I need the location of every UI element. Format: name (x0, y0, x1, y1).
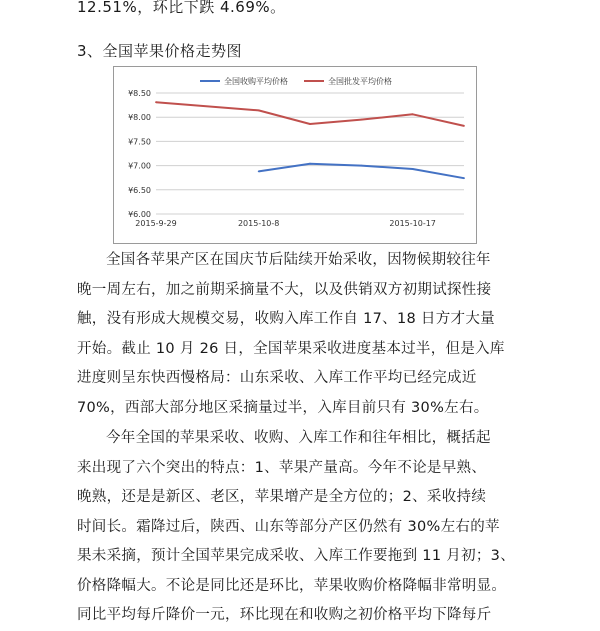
paragraph-line: 同比平均每斤降价一元，环比现在和收购之初价格平均下降每斤 (77, 607, 492, 623)
y-tick-label: ¥7.00 (128, 161, 151, 171)
data-point (258, 171, 260, 173)
paragraph-line: 时间长。霜降过后，陕西、山东等部分产区仍然有 30%左右的苹 (77, 518, 500, 535)
paragraph-1 (77, 246, 522, 423)
paragraph-line: 今年全国的苹果采收、收购、入库工作和往年相比，概括起 (106, 430, 491, 446)
x-tick-label: 2015-9-29 (135, 219, 177, 228)
y-tick-label: ¥8.50 (128, 89, 151, 98)
data-point (463, 125, 465, 127)
y-tick-label: ¥7.50 (128, 137, 151, 147)
data-point (258, 110, 260, 112)
paragraph-line: 来出现了六个突出的特点：1、苹果产量高。今年不论是早熟、 (77, 459, 487, 476)
paragraph-line: 全国各苹果产区在国庆节后陆续开始采收，因物候期较往年 (106, 252, 491, 268)
x-tick-label: 2015-10-8 (237, 219, 280, 228)
paragraph-line: 价格降幅大。不论是同比还是环比，苹果收购价格降幅非常明显。 (77, 577, 507, 594)
data-point (155, 101, 157, 103)
data-point (309, 123, 311, 125)
y-tick-label: ¥8.00 (128, 113, 151, 123)
legend-label: 全国收购平均价格 (224, 77, 288, 86)
paragraph-line: 果未采摘，预计全国苹果完成采收、入库工作要拖到 11 月初；3、 (77, 548, 515, 564)
data-point (412, 113, 414, 115)
paragraph-line: 触，没有形成大规模交易，收购入库工作自 17、18 日方才大量 (77, 311, 495, 327)
y-tick-label: ¥6.00 (128, 210, 151, 219)
paragraph-line: 晚熟，还是是新区、老区，苹果增产是全方位的；2、采收持续 (77, 489, 487, 505)
y-tick-label: ¥6.50 (128, 185, 151, 195)
data-point (360, 165, 362, 167)
paragraph-line: 晚一周左右，加之前期采摘量不大，以及供销双方初期试探性接 (77, 281, 492, 298)
paragraph-line: 70%，西部大部分地区采摘量过半，入库目前只有 30%左右。 (77, 399, 489, 416)
chart-canvas (114, 67, 476, 243)
legend-label: 全国批发平均价格 (328, 77, 392, 86)
data-point (412, 168, 414, 170)
series-line-2 (156, 102, 464, 126)
data-point (463, 177, 465, 179)
price-trend-chart (113, 66, 477, 244)
paragraph-line: 进度则呈东快西慢格局：山东采收、入库工作平均已经完成近 (77, 370, 477, 386)
section-heading: 3、全国苹果价格走势图 (77, 42, 243, 60)
x-tick-label: 2015-10-17 (389, 219, 436, 228)
top-text-line: 12.51%，环比下跌 4.69%。 (77, 0, 286, 16)
data-point (309, 163, 311, 165)
data-point (360, 119, 362, 121)
paragraph-line: 开始。截止 10 月 26 日，全国苹果采收进度基本过半，但是入库 (77, 340, 505, 357)
